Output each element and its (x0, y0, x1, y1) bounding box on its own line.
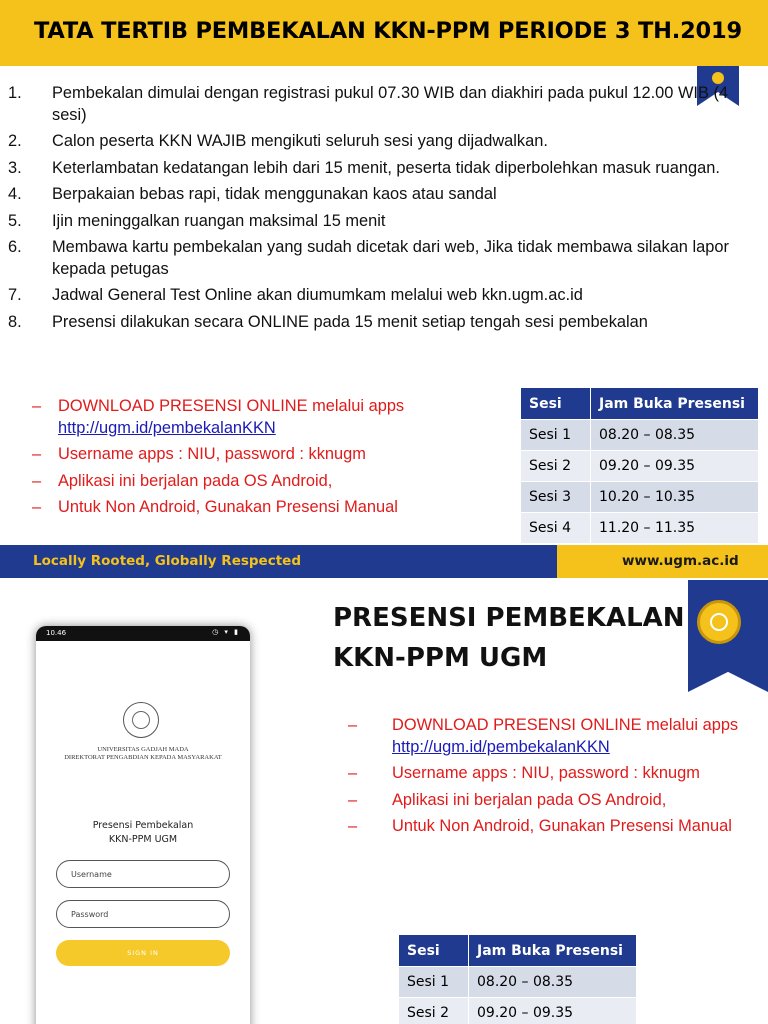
table-row (521, 420, 759, 451)
presensi-notes (0, 396, 500, 524)
directorate-name: DIREKTORAT PENGABDIAN KEPADA MASYARAKAT (64, 754, 222, 761)
dash-bullet: – (32, 397, 42, 415)
title-line: KKN-PPM UGM (333, 643, 548, 673)
title-line: PRESENSI PEMBEKALAN (333, 603, 685, 633)
table-cell: Sesi 2 (521, 451, 591, 482)
note-android (0, 471, 500, 493)
rule-item (8, 285, 738, 307)
table-cell: 09.20 – 09.35 (469, 998, 637, 1024)
rule-number: 3. (8, 158, 22, 177)
note-text: Aplikasi ini berjalan pada OS Android, (392, 790, 667, 809)
emblem-detail (710, 613, 728, 631)
rule-text: Membawa kartu pembekalan yang sudah dicetak dari web, Jika tidak membawa silakan lapor kepada petugas (52, 238, 729, 278)
dash-bullet: – (348, 764, 358, 782)
status-bar (36, 626, 250, 641)
note-android (340, 790, 740, 812)
rule-text: Jadwal General Test Online akan diumumkam melalui web kkn.ugm.ac.id (52, 286, 583, 304)
note-text: Untuk Non Android, Gunakan Presensi Manual (392, 817, 732, 835)
note-text: Aplikasi ini berjalan pada OS Android, (58, 471, 333, 490)
presensi-notes (340, 715, 740, 843)
app-title-line: KKN-PPM UGM (108, 834, 178, 845)
rule-text: Pembekalan dimulai dengan registrasi pukul 07.30 WIB dan diakhiri pada pukul 12.00 WIB (4 sesi) (52, 84, 729, 124)
rule-number: 4. (8, 185, 22, 203)
rule-number: 8. (8, 312, 22, 331)
table-cell: 08.20 – 08.35 (469, 967, 637, 998)
status-icons: ◷ ▾ ▮ (212, 628, 240, 636)
rule-item (8, 237, 738, 280)
note-username (340, 763, 740, 785)
schedule-table (520, 387, 759, 544)
table-header-row (399, 935, 637, 967)
slide-title (333, 598, 685, 678)
note-download (0, 396, 500, 439)
note-non-android (340, 816, 740, 838)
dash-bullet: – (348, 790, 358, 809)
note-non-android (0, 497, 500, 519)
table-row (521, 482, 759, 513)
app-title-line: Presensi Pembekalan (92, 820, 194, 831)
rule-text: Presensi dilakukan secara ONLINE pada 15 menit setiap tengah sesi pembekalan (52, 312, 648, 331)
rule-number: 1. (8, 84, 22, 102)
table-cell: Sesi 2 (399, 998, 469, 1024)
table-cell: Sesi 3 (521, 482, 591, 513)
sign-in-button[interactable]: SIGN IN (56, 940, 230, 966)
password-field[interactable]: Password (56, 900, 230, 928)
institution-name (36, 746, 250, 762)
note-download (340, 715, 740, 758)
note-text: Untuk Non Android, Gunakan Presensi Manual (58, 498, 398, 516)
dash-bullet: – (32, 498, 42, 516)
phone-mockup (36, 626, 250, 1024)
table-cell: Sesi 4 (521, 513, 591, 544)
rule-number: 2. (8, 132, 22, 150)
table-cell: 09.20 – 09.35 (591, 451, 759, 482)
university-name: UNIVERSITAS GADJAH MADA (97, 746, 189, 753)
dash-bullet: – (348, 817, 358, 835)
dash-bullet: – (32, 471, 42, 490)
rules-list (8, 83, 738, 338)
note-text: DOWNLOAD PRESENSI ONLINE melalui apps (392, 716, 739, 734)
note-text: Username apps : NIU, password : kknugm (58, 445, 366, 463)
column-header: Sesi (399, 935, 469, 967)
table-row (521, 451, 759, 482)
dash-bullet: – (32, 445, 42, 463)
footer-url: www.ugm.ac.id (622, 553, 739, 569)
rule-item (8, 158, 738, 180)
column-header: Sesi (521, 388, 591, 420)
status-time: 10.46 (46, 629, 67, 637)
table-cell: Sesi 1 (399, 967, 469, 998)
table-header-row (521, 388, 759, 420)
app-title (36, 819, 250, 847)
table-cell: 08.20 – 08.35 (591, 420, 759, 451)
rule-text: Berpakaian bebas rapi, tidak menggunakan kaos atau sandal (52, 185, 497, 203)
table-row (399, 998, 637, 1024)
rule-item (8, 184, 738, 206)
rule-text: Keterlambatan kedatangan lebih dari 15 menit, peserta tidak diperbolehkan masuk ruangan. (52, 158, 720, 177)
slide-presensi (0, 580, 768, 1024)
column-header: Jam Buka Presensi (469, 935, 637, 967)
seal-detail (132, 711, 150, 729)
table-row (521, 513, 759, 544)
note-text: DOWNLOAD PRESENSI ONLINE melalui apps (58, 397, 405, 415)
column-header: Jam Buka Presensi (591, 388, 759, 420)
table-cell: 11.20 – 11.35 (591, 513, 759, 544)
rule-item (8, 83, 738, 126)
rule-text: Ijin meninggalkan ruangan maksimal 15 menit (52, 211, 386, 230)
schedule-table (398, 934, 637, 1024)
rule-item (8, 312, 738, 334)
download-link[interactable]: http://ugm.id/pembekalanKKN (58, 418, 276, 437)
rule-number: 5. (8, 211, 22, 230)
table-cell: 10.20 – 10.35 (591, 482, 759, 513)
rule-item (8, 211, 738, 233)
rule-item (8, 131, 738, 153)
note-text: Username apps : NIU, password : kknugm (392, 764, 700, 782)
table-row (399, 967, 637, 998)
rule-text: Calon peserta KKN WAJIB mengikuti seluruh sesi yang dijadwalkan. (52, 132, 548, 150)
download-link[interactable]: http://ugm.id/pembekalanKKN (392, 737, 610, 756)
note-username (0, 444, 500, 466)
footer-tagline: Locally Rooted, Globally Respected (33, 553, 301, 569)
rule-number: 6. (8, 238, 22, 256)
rule-number: 7. (8, 286, 22, 304)
slide-title: TATA TERTIB PEMBEKALAN KKN-PPM PERIODE 3 TH.2019 (34, 18, 742, 44)
table-cell: Sesi 1 (521, 420, 591, 451)
username-field[interactable]: Username (56, 860, 230, 888)
dash-bullet: – (348, 716, 358, 734)
